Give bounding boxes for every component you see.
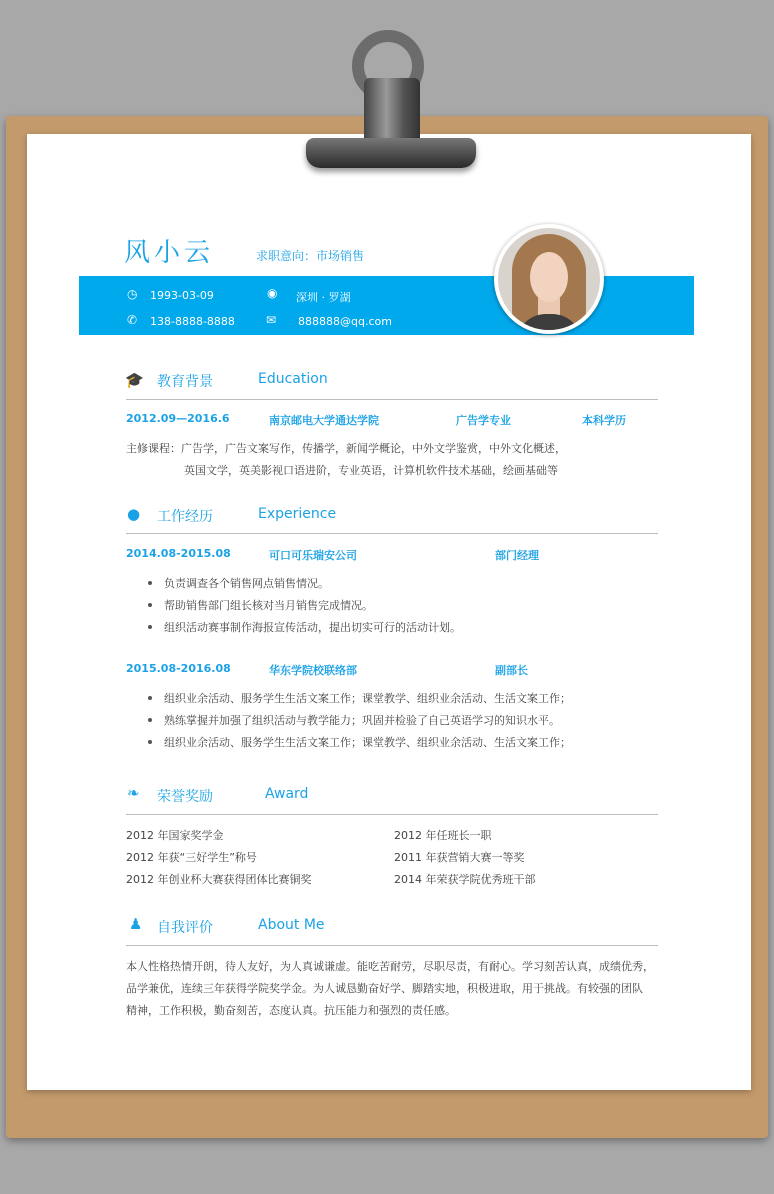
job-item: 组织业余活动、服务学生生活文案工作；课堂教学、组织业余活动、生活文案工作； — [164, 736, 571, 749]
mouse-icon: ● — [127, 505, 141, 523]
experience-title-en: Experience — [258, 506, 337, 522]
job-item: 帮助销售部门组长核对当月销售完成情况。 — [164, 599, 373, 612]
job-role: 副部长 — [495, 664, 528, 677]
about-title-en: About Me — [258, 917, 325, 933]
location-pin-icon: ◉ — [267, 286, 278, 300]
education-degree: 本科学历 — [582, 414, 626, 427]
award-item: 2011 年获营销大赛一等奖 — [394, 851, 525, 864]
about-line-1: 本人性格热情开朗，待人友好，为人真诚谦虚。能吃苦耐劳，尽职尽责，有耐心。学习刻苦认真，成绩优秀， — [126, 960, 654, 973]
courses-line-1: 主修课程：广告学，广告文案写作，传播学，新闻学概论，中外文学鉴赏，中外文化概述， — [126, 442, 566, 455]
award-title-en: Award — [265, 786, 309, 802]
education-major: 广告学专业 — [456, 414, 511, 427]
education-title-en: Education — [258, 371, 328, 387]
email: 888888@qq.com — [298, 315, 392, 328]
candidate-name: 风小云 — [124, 238, 215, 268]
courses-line-2: 英国文学，英美影视口语进阶，专业英语，计算机软件技术基础，绘画基础等 — [184, 464, 558, 477]
bullet-dot — [148, 696, 152, 700]
award-item: 2012 年国家奖学金 — [126, 829, 224, 842]
about-line-2: 品学兼优，连续三年获得学院奖学金。为人诚恳勤奋好学、脚踏实地，积极进取，用于挑战。有较强的团队 — [126, 982, 643, 995]
graduation-cap-icon: 🎓 — [125, 371, 144, 389]
about-title-cn: 自我评价 — [157, 920, 213, 936]
clip-base — [306, 138, 476, 168]
bullet-dot — [148, 603, 152, 607]
job-item: 负责调查各个销售网点销售情况。 — [164, 577, 329, 590]
job-role: 部门经理 — [495, 549, 539, 562]
person-icon: ♟ — [129, 915, 143, 933]
phone-icon: ✆ — [127, 313, 138, 327]
education-title-cn: 教育背景 — [157, 374, 213, 390]
bullet-dot — [148, 718, 152, 722]
job-item: 组织业余活动、服务学生生活文案工作；课堂教学、组织业余活动、生活文案工作； — [164, 692, 571, 705]
award-divider — [126, 814, 658, 815]
about-divider — [126, 945, 658, 946]
job-company: 可口可乐瑞安公司 — [269, 549, 357, 562]
award-item: 2014 年荣获学院优秀班干部 — [394, 873, 536, 886]
job-period: 2014.08-2015.08 — [126, 547, 231, 560]
job-period: 2015.08-2016.08 — [126, 662, 231, 675]
job-company: 华东学院校联络部 — [269, 664, 357, 677]
bullet-dot — [148, 740, 152, 744]
birthday: 1993-03-09 — [150, 289, 214, 302]
award-title-cn: 荣誉奖励 — [157, 789, 213, 805]
leaf-icon: ❧ — [127, 784, 140, 802]
award-item: 2012 年创业杯大赛获得团体比赛铜奖 — [126, 873, 312, 886]
clock-icon: ◷ — [127, 287, 138, 301]
award-item: 2012 年获“三好学生”称号 — [126, 851, 257, 864]
education-period: 2012.09—2016.6 — [126, 412, 230, 425]
profile-photo — [494, 224, 604, 334]
bullet-dot — [148, 581, 152, 585]
clip-body — [364, 78, 420, 144]
education-school: 南京邮电大学通达学院 — [269, 414, 379, 427]
job-intent: 求职意向：市场销售 — [256, 249, 365, 263]
bullet-dot — [148, 625, 152, 629]
location: 深圳 · 罗湖 — [296, 291, 351, 304]
job-item: 组织活动赛事制作海报宣传活动，提出切实可行的活动计划。 — [164, 621, 461, 634]
education-divider — [126, 399, 658, 400]
job-item: 熟练掌握并加强了组织活动与教学能力；巩固并检验了自己英语学习的知识水平。 — [164, 714, 560, 727]
award-item: 2012 年任班长一职 — [394, 829, 492, 842]
about-line-3: 精神，工作积极，勤奋刻苦，态度认真。抗压能力和强烈的责任感。 — [126, 1004, 456, 1017]
mail-icon: ✉ — [266, 313, 277, 327]
phone: 138-8888-8888 — [150, 315, 235, 328]
experience-title-cn: 工作经历 — [157, 509, 213, 525]
experience-divider — [126, 533, 658, 534]
